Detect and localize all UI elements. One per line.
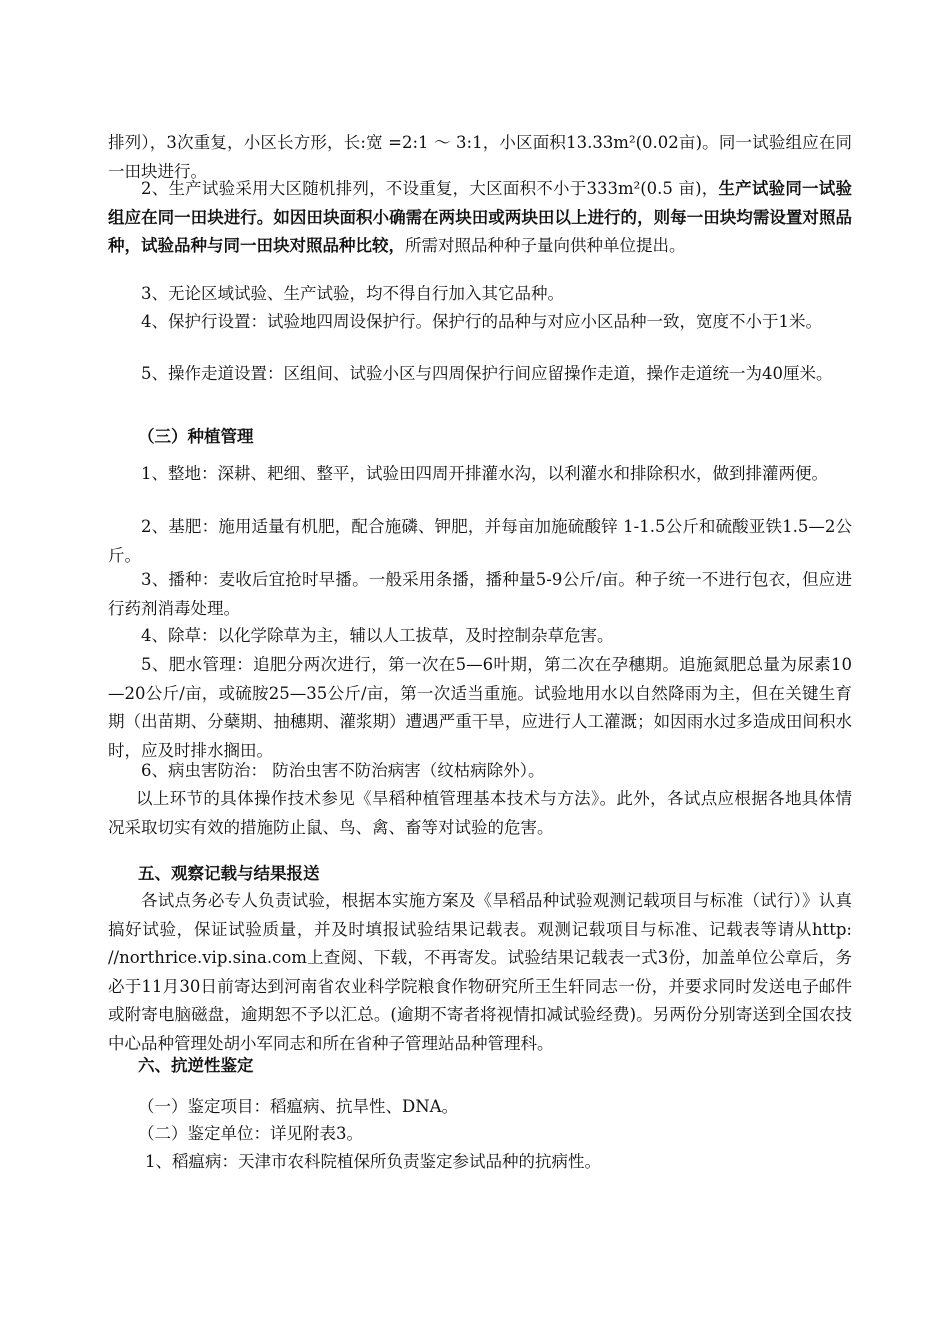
walkway-paragraph: 5、操作走道设置：区组间、试验小区与四周保护行间应留操作走道，操作走道统一为40厘米。 — [141, 364, 833, 383]
land-prep-paragraph: 1、整地：深耕、耙细、整平，试验田四周开排灌水沟，以利灌水和排除积水，做到排灌两便。 — [141, 464, 828, 483]
identification-items-line: （一）鉴定项目：稻瘟病、抗旱性、DNA。 — [138, 1097, 459, 1116]
observation-report-paragraph: 各试点务必专人负责试验，根据本实施方案及《旱稻品种试验观测记载项目与标准（试行）》认真搞好试验，保证试验质量，并及时填报试验结果记载表。观测记载项目与标准、记载表等请从http: //northrice.vip.sina.com上查阅、下载，不再寄发。试验结果记载表一式3份，加盖单位公章后，务必于11月30日前寄达到河南省农业科学院粮食作物研究所王生轩同志一份，并要求同时发送电子邮件或附寄电脑磁盘，逾期恕不予以汇总。(逾期不寄者将视情扣减试验经费)。另两份分别寄送到全国农技中心品种管理处胡小军同志和所在省种子管理站品种管理科。 — [108, 891, 852, 1053]
pest-control-paragraph: 6、病虫害防治： 防治虫害不防治病害（纹枯病除外）。 — [141, 761, 545, 780]
identification-units-line: （二）鉴定单位：详见附表3。 — [138, 1124, 363, 1143]
observation-report-heading: 五、观察记载与结果报送 — [138, 864, 320, 883]
planting-management-heading: （三）种植管理 — [138, 427, 254, 446]
production-trial-tail-text: 所需对照品种种子量向供种单位提出。 — [405, 236, 686, 255]
sowing-paragraph: 3、播种：麦收后宜抢时早播。一般采用条播，播种量5-9公斤/亩。种子统一不进行包衣，但应进行药剂消毒处理。 — [108, 570, 852, 618]
stress-resistance-heading: 六、抗逆性鉴定 — [138, 1056, 254, 1075]
no-extra-varieties-paragraph: 3、无论区域试验、生产试验，均不得自行加入其它品种。 — [141, 284, 564, 303]
production-trial-paragraph — [108, 175, 852, 261]
production-trial-text: 2、生产试验采用大区随机排列，不设重复，大区面积不小于333m²(0.5 亩)， — [141, 179, 719, 198]
guard-rows-paragraph: 4、保护行设置：试验地四周设保护行。保护行的品种与对应小区品种一致，宽度不小于1米。 — [141, 312, 822, 331]
planting-summary-paragraph: 以上环节的具体操作技术参见《旱稻种植管理基本技术与方法》。此外，各试点应根据各地具体情况采取切实有效的措施防止鼠、鸟、禽、畜等对试验的危害。 — [108, 789, 852, 837]
weeding-paragraph: 4、除草：以化学除草为主，辅以人工拔草，及时控制杂草危害。 — [141, 626, 614, 645]
fertilizer-water-paragraph: 5、肥水管理：追肥分两次进行，第一次在5—6叶期，第二次在孕穗期。追施氮肥总量为尿素10—20公斤/亩，或硫胺25—35公斤/亩，第一次适当重施。试验地用水以自然降雨为主，但在关键生育期（出苗期、分蘖期、抽穗期、灌浆期）遭遇严重干旱，应进行人工灌溉；如因雨水过多造成田间积水时，应及时排水搁田。 — [108, 655, 852, 760]
production-trial-bold-text: 生产试验同一试验组应在同一田块进行。如因田块面积小确需在两块田或两块田以上进行的，则每一田块均需设置对照品种，试验品种与同一田块对照品种比较， — [108, 179, 852, 255]
base-fertilizer-paragraph: 2、基肥：施用适量有机肥，配合施磷、钾肥，并每亩加施硫酸锌 1-1.5公斤和硫酸亚铁1.5—2公斤。 — [108, 517, 852, 565]
rice-blast-line: 1、稻瘟病：天津市农科院植保所负责鉴定参试品种的抗病性。 — [145, 1152, 601, 1171]
plot-layout-paragraph: 排列），3次重复，小区长方形，长:宽 =2:1 ～ 3:1，小区面积13.33m²(0.02亩)。同一试验组应在同一田块进行。 — [108, 133, 852, 181]
